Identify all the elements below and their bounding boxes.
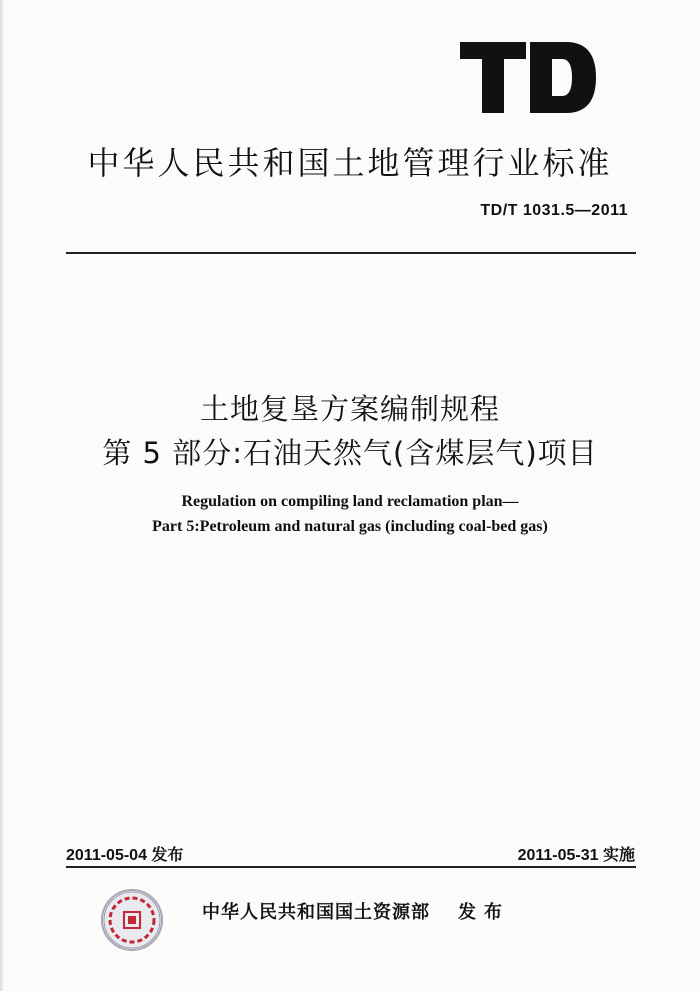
en-title-line2: Part 5:Petroleum and natural gas (including coal-bed gas) [152,518,548,535]
cn-title-line1: 土地复垦方案编制规程 [199,392,500,426]
anti-counterfeit-seal-icon [100,888,164,952]
standard-code: TD/T 1031.5—2011 [480,202,628,219]
footer-divider [66,866,636,868]
issue-label: 发布 [458,902,510,923]
implement-date: 2011-05-31 实施 [517,847,635,864]
publish-date: 2011-05-04 发布 [66,847,184,864]
td-logo [458,40,598,115]
en-title-line1: Regulation on compiling land reclamation plan— [181,493,519,510]
issuing-authority: 中华人民共和国国土资源部 [202,902,430,923]
cn-title-line2: 第 5 部分:石油天然气(含煤层气)项目 [102,436,598,470]
org-standard-title: 中华人民共和国土地管理行业标准 [87,144,613,182]
header-divider [66,252,636,254]
